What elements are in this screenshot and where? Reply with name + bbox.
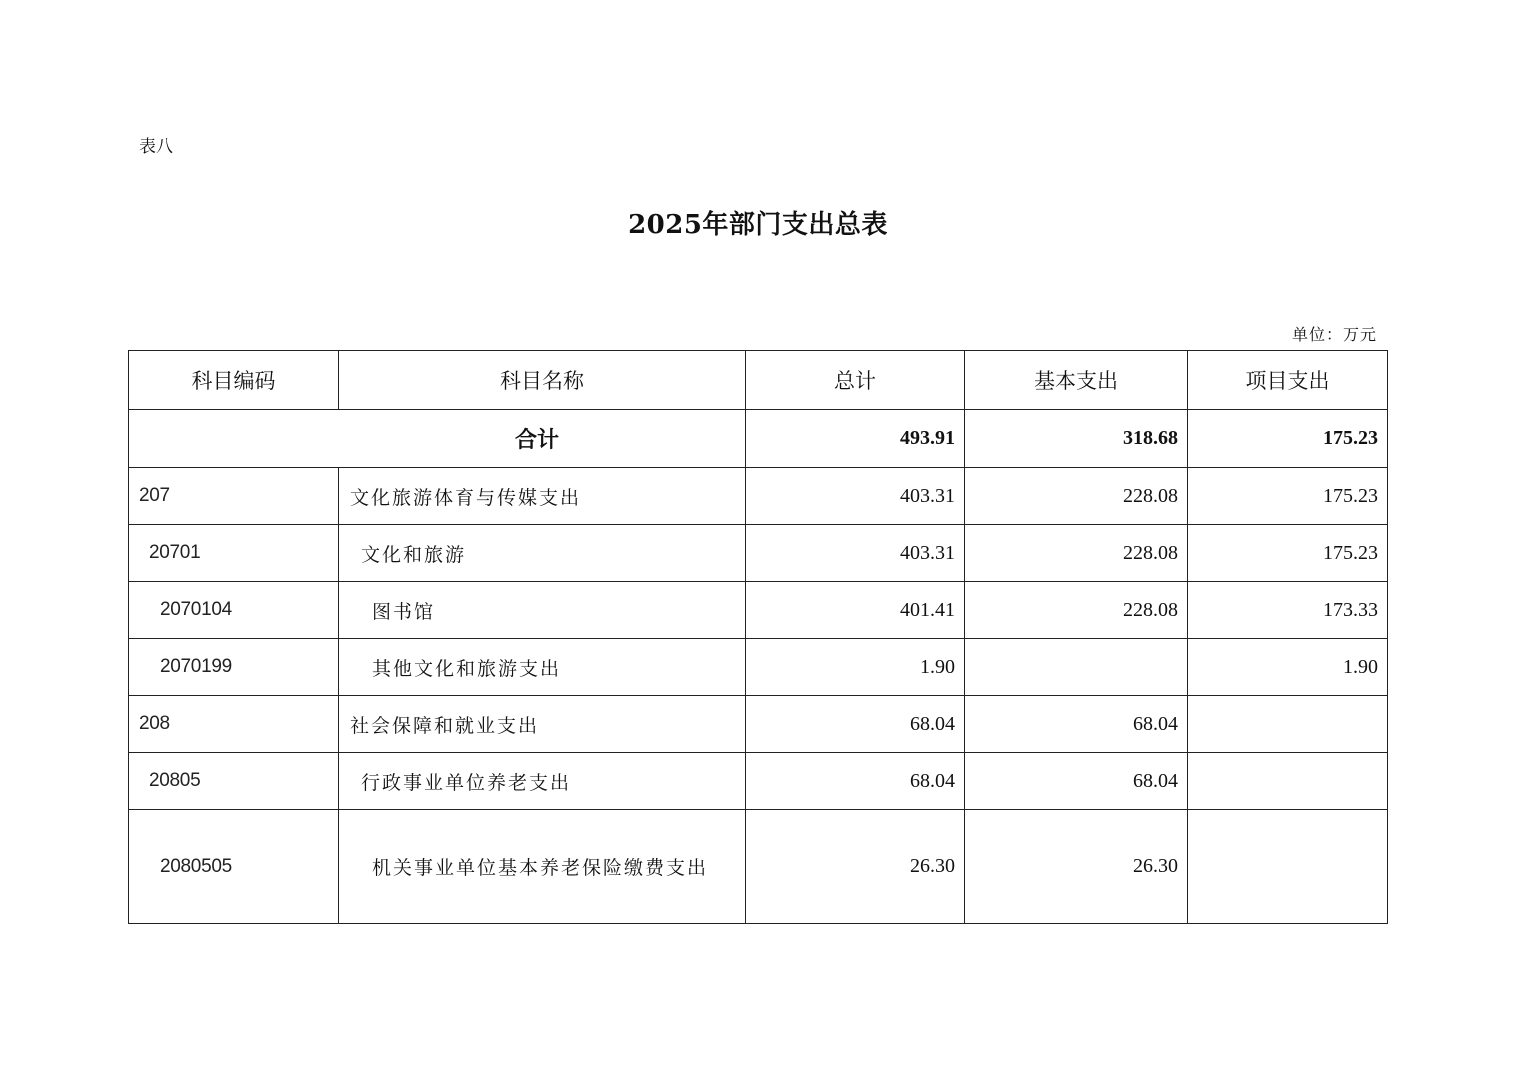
row-code: 208	[129, 696, 339, 753]
row-name: 文化旅游体育与传媒支出	[339, 468, 746, 525]
row-project: 175.23	[1188, 525, 1388, 582]
row-project	[1188, 753, 1388, 810]
row-project: 175.23	[1188, 468, 1388, 525]
row-name: 图书馆	[339, 582, 746, 639]
row-basic	[965, 639, 1188, 696]
row-total: 26.30	[746, 810, 965, 924]
table-row	[129, 468, 1388, 525]
row-basic: 68.04	[965, 753, 1188, 810]
row-project	[1188, 696, 1388, 753]
total-project: 175.23	[1188, 410, 1388, 468]
table-header-row	[129, 351, 1388, 410]
table-row	[129, 753, 1388, 810]
row-project: 1.90	[1188, 639, 1388, 696]
row-name: 文化和旅游	[339, 525, 746, 582]
row-name: 社会保障和就业支出	[339, 696, 746, 753]
header-name: 科目名称	[339, 351, 746, 410]
header-project: 项目支出	[1188, 351, 1388, 410]
row-code: 2070104	[129, 582, 339, 639]
expenditure-table	[128, 350, 1388, 924]
total-total: 493.91	[746, 410, 965, 468]
row-total: 68.04	[746, 753, 965, 810]
table-number-label: 表八	[139, 137, 173, 157]
row-basic: 228.08	[965, 468, 1188, 525]
row-project	[1188, 810, 1388, 924]
row-name: 机关事业单位基本养老保险缴费支出	[339, 810, 746, 924]
total-label: 合计	[129, 410, 746, 468]
row-code: 207	[129, 468, 339, 525]
total-row	[129, 410, 1388, 468]
row-total: 403.31	[746, 468, 965, 525]
table-row	[129, 582, 1388, 639]
row-name: 行政事业单位养老支出	[339, 753, 746, 810]
header-code: 科目编码	[129, 351, 339, 410]
row-basic: 228.08	[965, 525, 1188, 582]
header-basic: 基本支出	[965, 351, 1188, 410]
row-code: 20701	[129, 525, 339, 582]
row-total: 401.41	[746, 582, 965, 639]
row-code: 2070199	[129, 639, 339, 696]
table-row	[129, 696, 1388, 753]
row-basic: 26.30	[965, 810, 1188, 924]
table-row	[129, 525, 1388, 582]
row-basic: 228.08	[965, 582, 1188, 639]
row-total: 1.90	[746, 639, 965, 696]
row-code: 20805	[129, 753, 339, 810]
table-row	[129, 639, 1388, 696]
total-basic: 318.68	[965, 410, 1188, 468]
row-total: 68.04	[746, 696, 965, 753]
unit-note: 单位：万元	[1291, 325, 1377, 344]
header-total: 总计	[746, 351, 965, 410]
row-name: 其他文化和旅游支出	[339, 639, 746, 696]
page-title: 2025年部门支出总表	[628, 210, 888, 240]
row-basic: 68.04	[965, 696, 1188, 753]
row-code: 2080505	[129, 810, 339, 924]
table-row	[129, 810, 1388, 924]
row-total: 403.31	[746, 525, 965, 582]
row-project: 173.33	[1188, 582, 1388, 639]
